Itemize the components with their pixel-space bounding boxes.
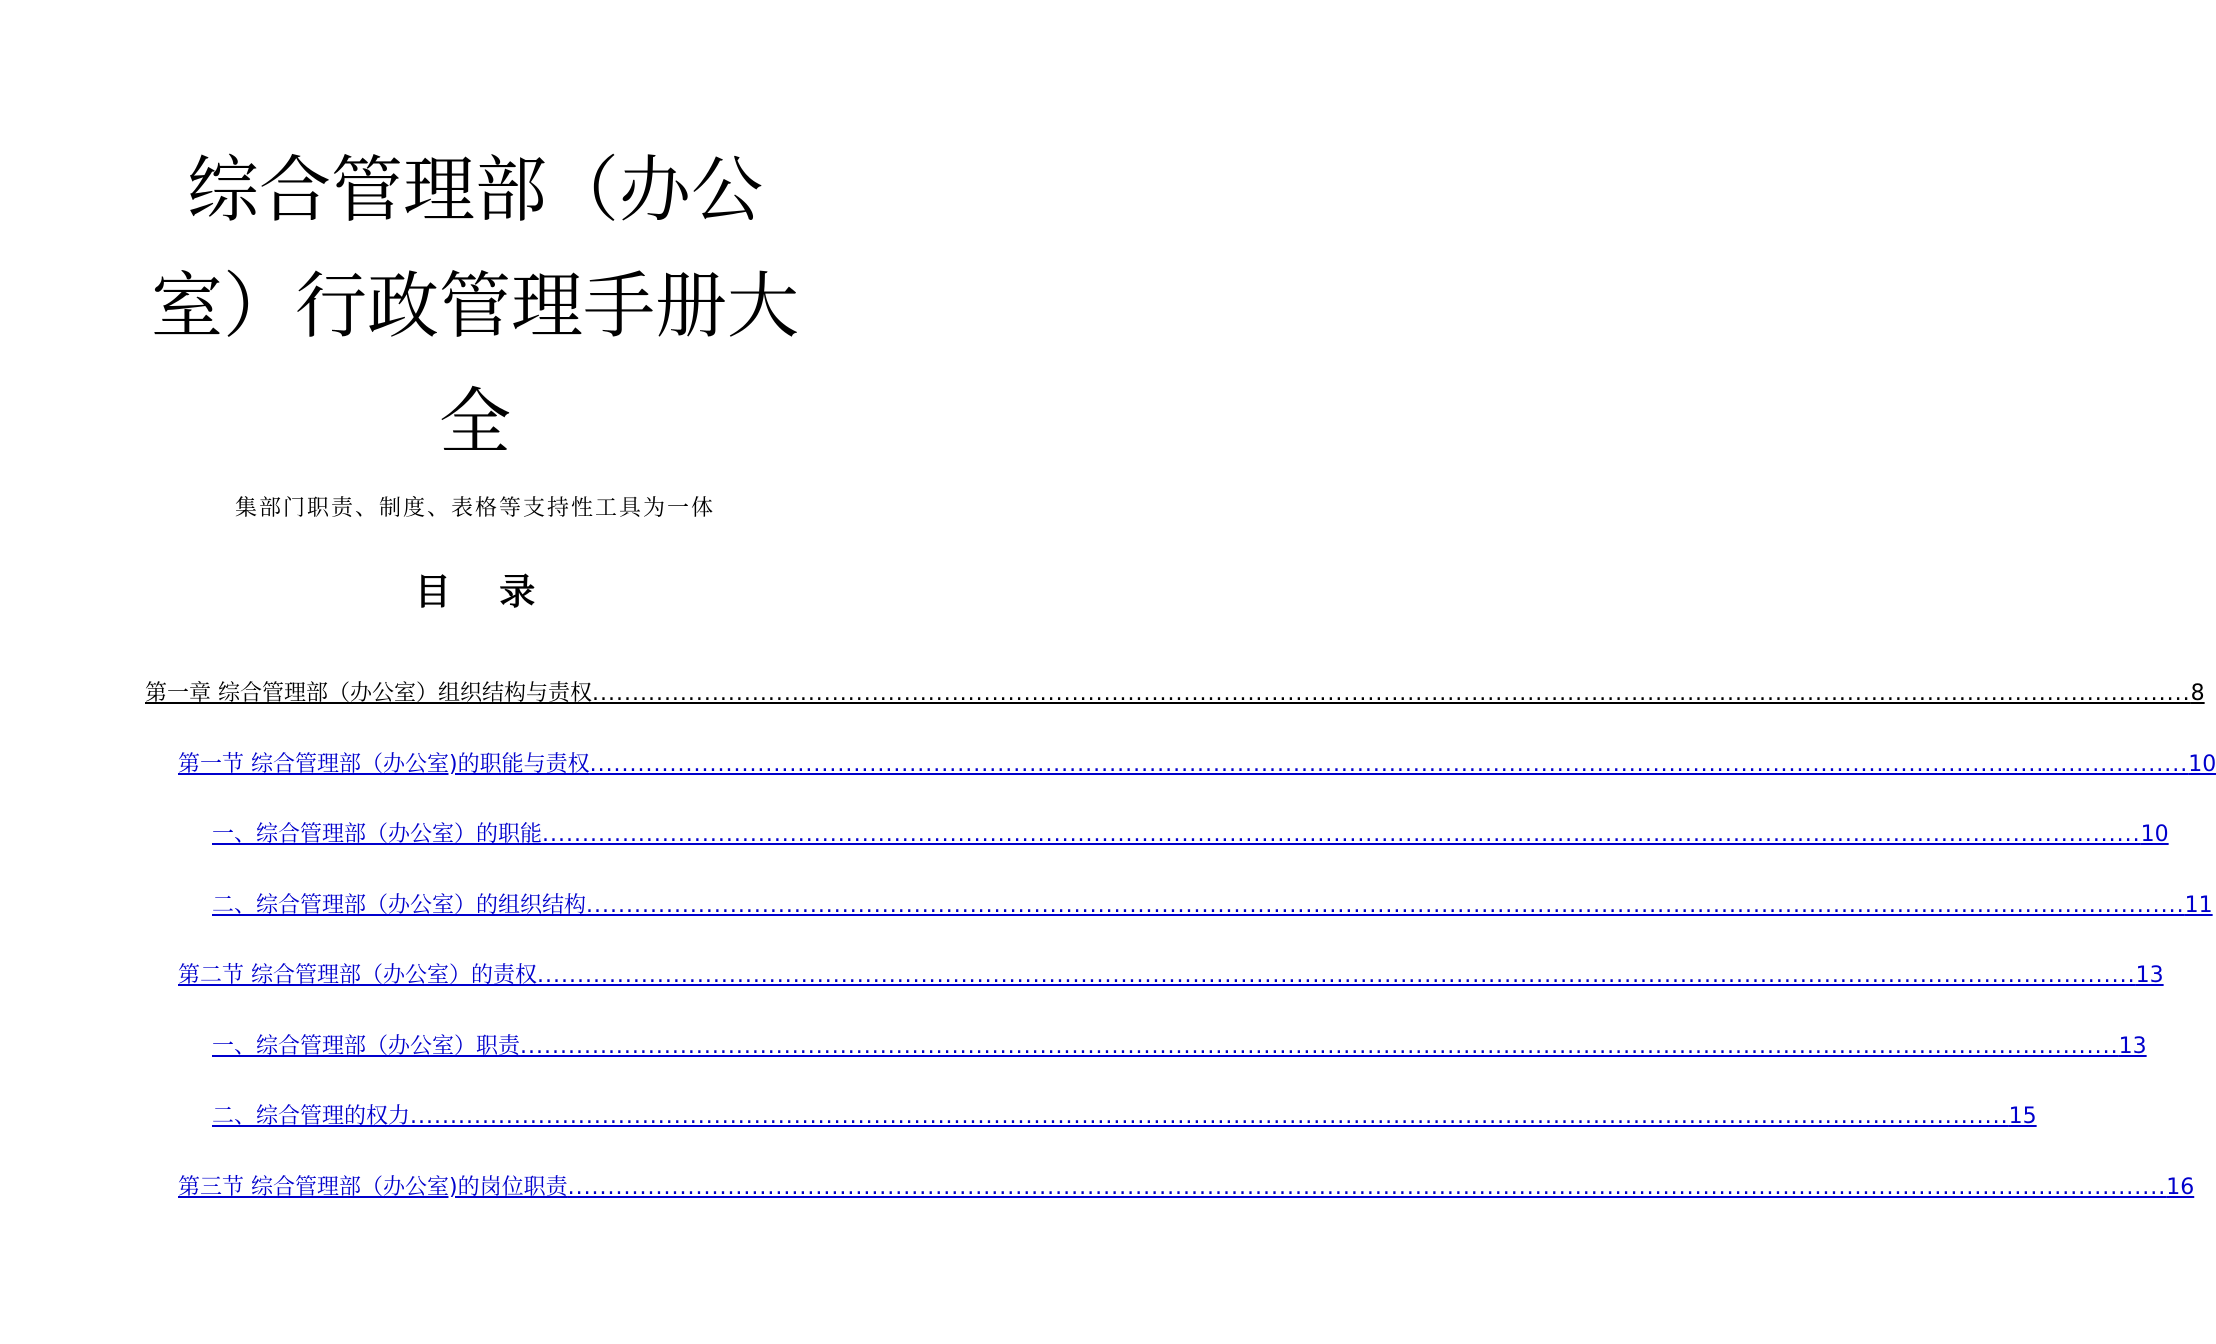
- toc-entry-text: 第一节 综合管理部（办公室)的职能与责权: [178, 751, 590, 777]
- title-line: 综合管理部（办公: [186, 148, 763, 232]
- toc-link-section-2[interactable]: [178, 960, 2164, 992]
- toc-entry-text: 第一章 综合管理部（办公室）组织结构与责权: [145, 681, 592, 706]
- toc-page-number: 10: [2140, 822, 2169, 847]
- toc-entry: [0, 1095, 2037, 1166]
- toc-entry-text: 一、综合管理部（办公室）的职能: [212, 822, 543, 847]
- toc-link-item-duties[interactable]: [212, 1031, 2147, 1063]
- toc-entry: [0, 743, 2216, 814]
- toc-link-section-3[interactable]: [178, 1172, 2195, 1204]
- toc-link-item-structure[interactable]: [212, 890, 2213, 922]
- toc-entry: [0, 1166, 2195, 1237]
- toc-heading: 目 录: [414, 572, 554, 613]
- toc-page-number: 11: [2184, 892, 2213, 918]
- toc-entry: [0, 954, 2164, 1025]
- toc-page-number: 10: [2188, 751, 2216, 777]
- toc-link-section-1[interactable]: [178, 749, 2216, 781]
- toc-page-number: 13: [2135, 963, 2164, 988]
- toc-leader-dots: ........................................................................................................................................................................................................: [567, 1174, 2167, 1200]
- title-line: 室）行政管理手册大: [150, 264, 799, 348]
- toc-page-number: 15: [2008, 1104, 2037, 1129]
- toc-entry: [0, 1025, 2147, 1096]
- toc-leader-dots: ........................................................................................................................................................................................................: [410, 1104, 2009, 1129]
- toc-entry: [0, 672, 2205, 743]
- table-of-contents: [0, 672, 2216, 1236]
- toc-leader-dots: ........................................................................................................................................................................................................: [586, 892, 2185, 918]
- toc-entry-text: 第三节 综合管理部（办公室)的岗位职责: [178, 1174, 568, 1200]
- toc-link-item-functions[interactable]: [212, 819, 2169, 851]
- toc-page-number: 8: [2190, 681, 2205, 706]
- toc-entry: [0, 813, 2169, 884]
- toc-page-number: 16: [2166, 1174, 2195, 1200]
- toc-entry-text: 第二节 综合管理部（办公室）的责权: [178, 963, 537, 988]
- toc-page-number: 13: [2118, 1033, 2147, 1059]
- toc-leader-dots: ........................................................................................................................................................................................................: [592, 681, 2191, 706]
- document-subtitle: 集部门职责、制度、表格等支持性工具为一体: [234, 496, 715, 521]
- document-title: [0, 132, 950, 480]
- toc-leader-dots: ........................................................................................................................................................................................................: [520, 1033, 2119, 1059]
- toc-leader-dots: ........................................................................................................................................................................................................: [589, 751, 2189, 777]
- toc-link-item-powers[interactable]: [212, 1101, 2037, 1133]
- toc-entry-text: 一、综合管理部（办公室）职责: [212, 1033, 521, 1059]
- toc-leader-dots: ........................................................................................................................................................................................................: [542, 822, 2141, 847]
- toc-entry-text: 二、综合管理部（办公室）的组织结构: [212, 892, 587, 918]
- toc-entry: [0, 884, 2213, 955]
- toc-link-chapter-1[interactable]: [145, 678, 2205, 710]
- title-line: 全: [438, 380, 511, 464]
- toc-entry-text: 二、综合管理的权力: [212, 1104, 411, 1129]
- toc-leader-dots: ........................................................................................................................................................................................................: [537, 963, 2136, 988]
